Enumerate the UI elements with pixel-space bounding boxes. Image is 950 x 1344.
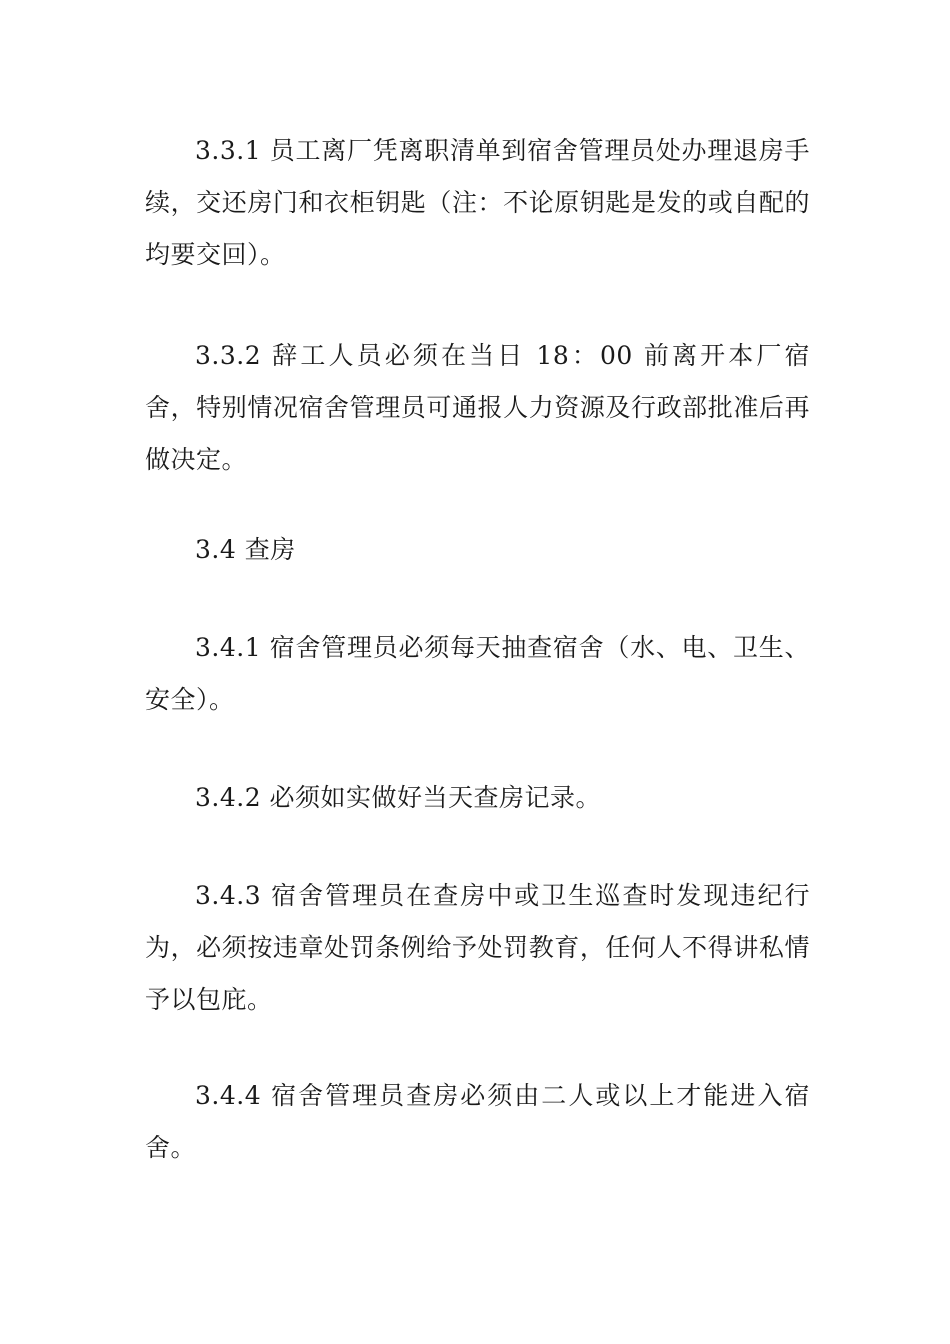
paragraph-3-4-2: 3.4.2 必须如实做好当天查房记录。 bbox=[195, 783, 602, 812]
section-heading-3-4: 3.4 查房 bbox=[195, 535, 296, 564]
paragraph-3-4-3: 3.4.3 宿舍管理员在查房中或卫生巡查时发现违纪行为，必须按违章处罚条例给予处罚教育，任何人不得讲私情予以包庇。 bbox=[145, 881, 810, 1014]
paragraph-3-4-1: 3.4.1 宿舍管理员必须每天抽查宿舍（水、电、卫生、安全）。 bbox=[145, 633, 810, 714]
paragraph-3-3-2: 3.3.2 辞工人员必须在当日 18：00 前离开本厂宿舍，特别情况宿舍管理员可通报人力资源及行政部批准后再做决定。 bbox=[145, 341, 810, 474]
paragraph-3-3-1: 3.3.1 员工离厂凭离职清单到宿舍管理员处办理退房手续，交还房门和衣柜钥匙（注：不论原钥匙是发的或自配的均要交回）。 bbox=[145, 136, 810, 269]
paragraph-3-4-4: 3.4.4 宿舍管理员查房必须由二人或以上才能进入宿舍。 bbox=[145, 1081, 810, 1162]
